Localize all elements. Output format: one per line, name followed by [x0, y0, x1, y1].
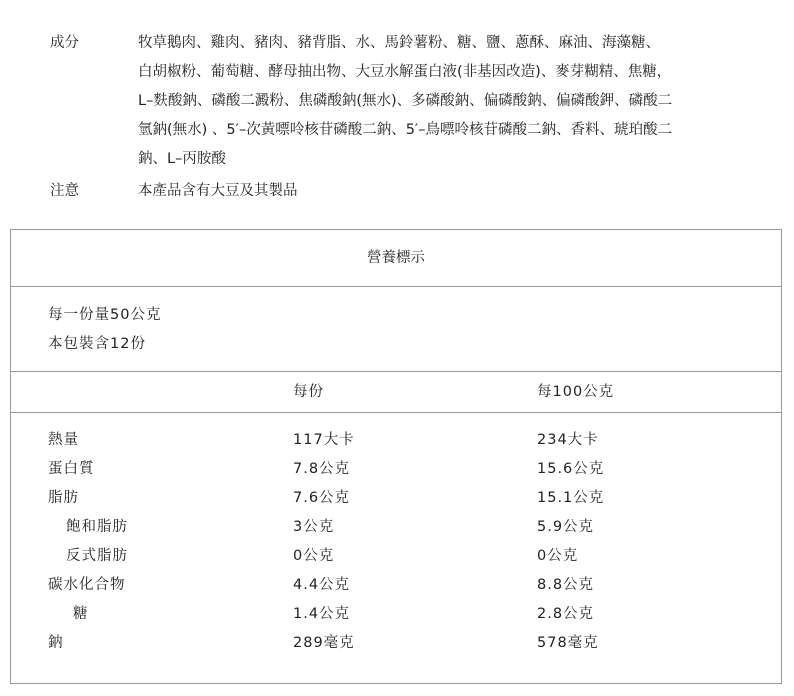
ingredients-text [138, 29, 748, 174]
note-label: 注意 [50, 183, 79, 199]
nutrient-per-100g: 234大卡 [537, 432, 599, 448]
nutrient-row [11, 600, 781, 629]
note-text: 本產品含有大豆及其製品 [138, 183, 298, 199]
serving-info [11, 287, 781, 372]
nutrient-name: 蛋白質 [48, 461, 95, 477]
nutrient-per-100g: 0公克 [537, 548, 579, 564]
nutrient-row [11, 455, 781, 484]
nutrient-per-serving: 4.4公克 [293, 577, 351, 593]
nutrient-per-serving: 7.6公克 [293, 490, 351, 506]
nutrient-per-100g: 8.8公克 [537, 577, 595, 593]
nutrient-name: 碳水化合物 [48, 577, 126, 593]
nutrient-per-serving: 289毫克 [293, 635, 355, 651]
nutrient-name: 反式脂肪 [66, 548, 128, 564]
nutrition-facts-table [10, 229, 782, 684]
ingredients-line: 鈉、L–丙胺酸 [138, 151, 226, 167]
nutrient-row [11, 426, 781, 455]
nutrient-per-serving: 3公克 [293, 519, 335, 535]
ingredients-label: 成分 [50, 35, 79, 51]
ingredients-line: 牧草鵝肉、雞肉、豬肉、豬背脂、水、馬鈴薯粉、糖、鹽、蔥酥、麻油、海藻糖、 [138, 35, 660, 51]
nutrient-row [11, 571, 781, 600]
nutrient-row [11, 484, 781, 513]
nutrient-name: 熱量 [48, 432, 79, 448]
nutrient-name: 糖 [73, 606, 89, 622]
nutrient-name: 脂肪 [48, 490, 79, 506]
column-header-per-100g: 每100公克 [537, 384, 615, 400]
nutrient-per-serving: 117大卡 [293, 432, 355, 448]
nutrient-per-serving: 7.8公克 [293, 461, 351, 477]
nutrient-name: 飽和脂肪 [66, 519, 128, 535]
nutrition-title: 營養標示 [11, 230, 781, 287]
ingredients-line: 氫鈉(無水) 、5′–次黃嘌呤核苷磷酸二鈉、5′–鳥嘌呤核苷磷酸二鈉、香料、琥珀酸二 [138, 122, 672, 138]
nutrient-per-100g: 15.6公克 [537, 461, 605, 477]
nutrient-rows [11, 426, 781, 658]
nutrient-per-serving: 0公克 [293, 548, 335, 564]
nutrient-row [11, 629, 781, 658]
nutrient-per-serving: 1.4公克 [293, 606, 351, 622]
nutrient-per-100g: 578毫克 [537, 635, 599, 651]
nutrient-per-100g: 2.8公克 [537, 606, 595, 622]
nutrient-per-100g: 5.9公克 [537, 519, 595, 535]
nutrient-row [11, 542, 781, 571]
ingredients-line: 白胡椒粉、葡萄糖、酵母抽出物、大豆水解蛋白液(非基因改造)、麥芽糊精、焦糖， [138, 64, 672, 80]
nutrient-per-100g: 15.1公克 [537, 490, 605, 506]
ingredients-line: L–麩酸鈉、磷酸二澱粉、焦磷酸鈉(無水)、多磷酸鈉、偏磷酸鈉、偏磷酸鉀、磷酸二 [138, 93, 673, 109]
serving-size: 每一份量50公克 [48, 307, 162, 323]
nutrient-row [11, 513, 781, 542]
nutrient-name: 鈉 [48, 635, 64, 651]
servings-per-package: 本包裝含12份 [48, 336, 146, 352]
column-header-row [11, 372, 781, 413]
column-header-per-serving: 每份 [293, 384, 324, 400]
